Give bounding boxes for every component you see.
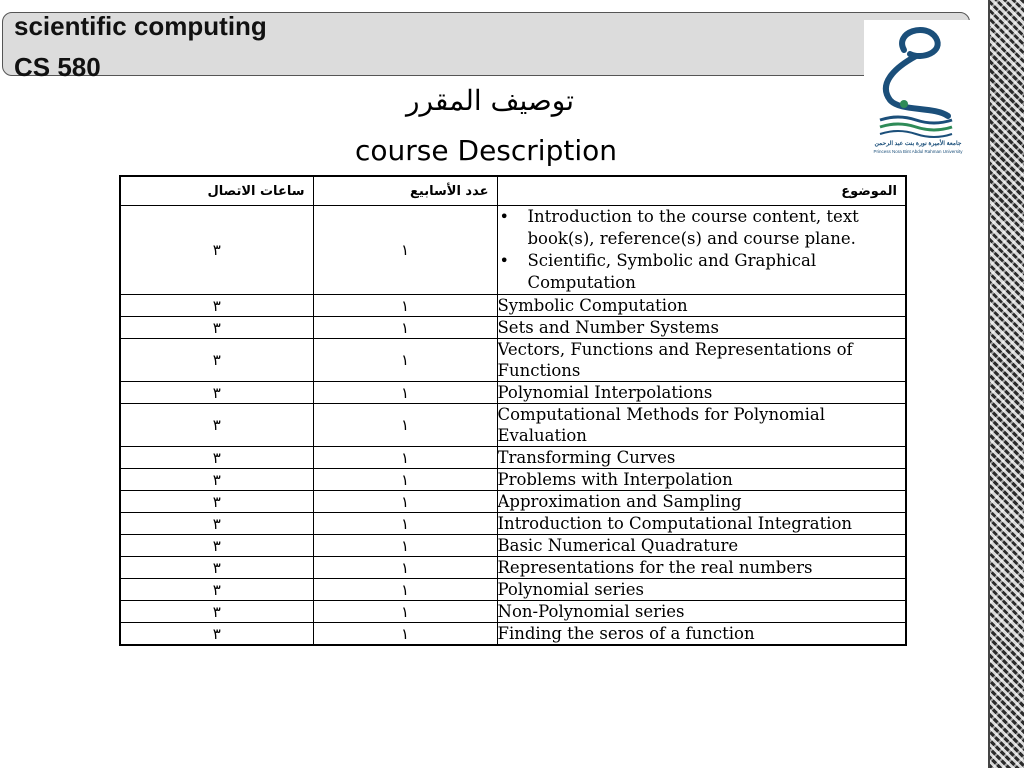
contact-hours-cell: ٣ (120, 469, 313, 491)
contact-hours-cell: ٣ (120, 557, 313, 579)
topic-cell: Introduction to Computational Integration (497, 513, 906, 535)
weeks-cell: ١ (313, 382, 497, 404)
weeks-cell: ١ (313, 535, 497, 557)
contact-hours-cell: ٣ (120, 513, 313, 535)
table-row (120, 339, 906, 382)
table-row (120, 623, 906, 646)
column-header-weeks: عدد الأسابيع (313, 176, 497, 206)
topic-bullet-item: • Introduction to the course content, text book(s), reference(s) and course plane. (528, 206, 906, 250)
topic-cell: Polynomial series (497, 579, 906, 601)
column-header-topic: الموضوع (497, 176, 906, 206)
weeks-cell: ١ (313, 339, 497, 382)
weeks-cell: ١ (313, 601, 497, 623)
table-row (120, 579, 906, 601)
weeks-cell: ١ (313, 447, 497, 469)
table-row (120, 382, 906, 404)
topic-cell: Basic Numerical Quadrature (497, 535, 906, 557)
course-description-table (119, 175, 907, 646)
topic-cell-bullets (497, 206, 906, 295)
contact-hours-cell: ٣ (120, 206, 313, 295)
contact-hours-cell: ٣ (120, 579, 313, 601)
contact-hours-cell: ٣ (120, 491, 313, 513)
table-row (120, 206, 906, 295)
column-header-contact-hours: ساعات الاتصال (120, 176, 313, 206)
contact-hours-cell: ٣ (120, 317, 313, 339)
topic-cell: Non-Polynomial series (497, 601, 906, 623)
contact-hours-cell: ٣ (120, 382, 313, 404)
table-row (120, 447, 906, 469)
topic-cell: Problems with Interpolation (497, 469, 906, 491)
weeks-cell: ١ (313, 557, 497, 579)
contact-hours-cell: ٣ (120, 295, 313, 317)
weeks-cell: ١ (313, 317, 497, 339)
topic-cell: Sets and Number Systems (497, 317, 906, 339)
topic-bullet-list (498, 206, 906, 294)
table-row (120, 557, 906, 579)
page-title: course Description (355, 134, 617, 167)
topic-cell: Symbolic Computation (497, 295, 906, 317)
logo-caption-english: Princess Nora Bint Abdul Rahman University (873, 149, 963, 154)
weeks-cell: ١ (313, 491, 497, 513)
decorative-edge-strip (988, 0, 1024, 768)
weeks-cell: ١ (313, 513, 497, 535)
topic-cell: Transforming Curves (497, 447, 906, 469)
topic-cell: Finding the seros of a function (497, 623, 906, 646)
topic-cell: Approximation and Sampling (497, 491, 906, 513)
contact-hours-cell: ٣ (120, 404, 313, 447)
table-row (120, 601, 906, 623)
contact-hours-cell: ٣ (120, 447, 313, 469)
table-row (120, 317, 906, 339)
contact-hours-cell: ٣ (120, 535, 313, 557)
weeks-cell: ١ (313, 469, 497, 491)
table-row (120, 404, 906, 447)
weeks-cell: ١ (313, 404, 497, 447)
contact-hours-cell: ٣ (120, 601, 313, 623)
course-code: CS 580 (14, 52, 101, 82)
table-row (120, 491, 906, 513)
logo-caption-arabic: جامعة الأميرة نورة بنت عبد الرحمن (874, 141, 962, 147)
topic-cell: Representations for the real numbers (497, 557, 906, 579)
weeks-cell: ١ (313, 295, 497, 317)
contact-hours-cell: ٣ (120, 623, 313, 646)
topic-cell: Vectors, Functions and Representations of Functions (497, 339, 906, 382)
table-row (120, 295, 906, 317)
weeks-cell: ١ (313, 206, 497, 295)
table-row (120, 469, 906, 491)
weeks-cell: ١ (313, 623, 497, 646)
topic-bullet-item: • Scientific, Symbolic and Graphical Computation (528, 250, 906, 294)
table-row (120, 535, 906, 557)
topic-cell: Polynomial Interpolations (497, 382, 906, 404)
course-title: scientific computing (14, 11, 267, 41)
topic-cell: Computational Methods for Polynomial Evaluation (497, 404, 906, 447)
table-header-row (120, 176, 906, 206)
contact-hours-cell: ٣ (120, 339, 313, 382)
weeks-cell: ١ (313, 579, 497, 601)
arabic-page-title: توصيف المقرر (406, 84, 574, 117)
table-row (120, 513, 906, 535)
logo-graphic (864, 20, 972, 140)
